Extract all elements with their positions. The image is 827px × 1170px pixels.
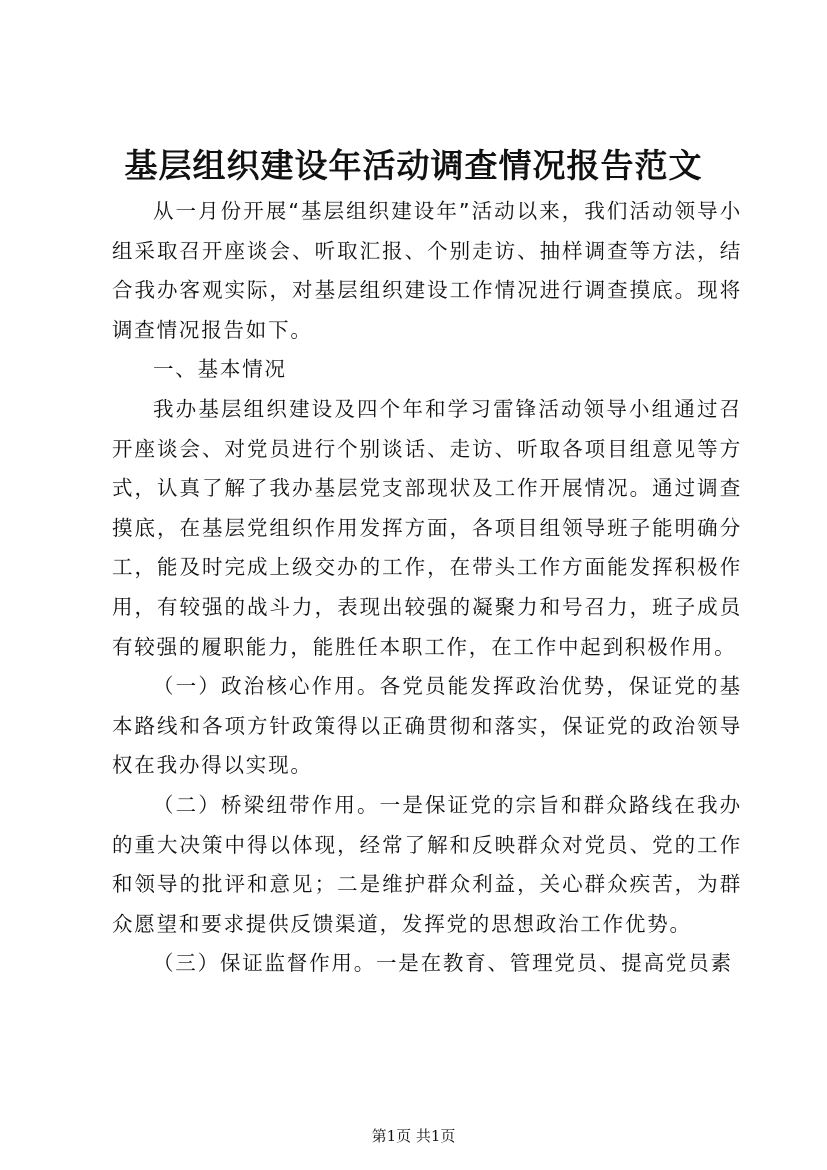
- paragraph-supervision-role: （三）保证监督作用。一是在教育、管理党员、提高党员素: [153, 951, 733, 976]
- paragraph-bridge-role: （二）桥梁纽带作用。一是保证党的宗旨和群众路线在我办的重大决策中得以体现，经常了解和反映群众对党员、党的工作和领导的批评和意见；二是维护群众利益，关心群众疾苦，为群众愿望和要求提供反馈渠道，发挥党的思想政治工作优势。: [112, 792, 742, 936]
- paragraph-intro: 从一月份开展“基层组织建设年”活动以来，我们活动领导小组采取召开座谈会、听取汇报、个别走访、抽样调查等方法，结合我办客观实际，对基层组织建设工作情况进行调查摸底。现将调查情况报告如下。: [112, 199, 742, 342]
- paragraph-political-core: （一）政治核心作用。各党员能发挥政治优势，保证党的基本路线和各项方针政策得以正确贯彻和落实，保证党的政治领导权在我办得以实现。: [112, 674, 742, 778]
- document-title: 基层组织建设年活动调查情况报告范文: [124, 146, 703, 185]
- section-heading-basic: 一、基本情况: [153, 357, 287, 382]
- page-footer: 第1页 共1页: [371, 1127, 456, 1145]
- paragraph-basic-situation: 我办基层组织建设及四个年和学习雷锋活动领导小组通过召开座谈会、对党员进行个别谈话、走访、听取各项目组意见等方式，认真了解了我办基层党支部现状及工作开展情况。通过调查摸底，在基层党组织作用发挥方面，各项目组领导班子能明确分工，能及时完成上级交办的工作，在带头工作方面能发挥积极作用，有较强的战斗力，表现出较强的凝聚力和号召力，班子成员有较强的履职能力，能胜任本职工作，在工作中起到积极作用。: [112, 396, 742, 659]
- document-body: [112, 192, 742, 984]
